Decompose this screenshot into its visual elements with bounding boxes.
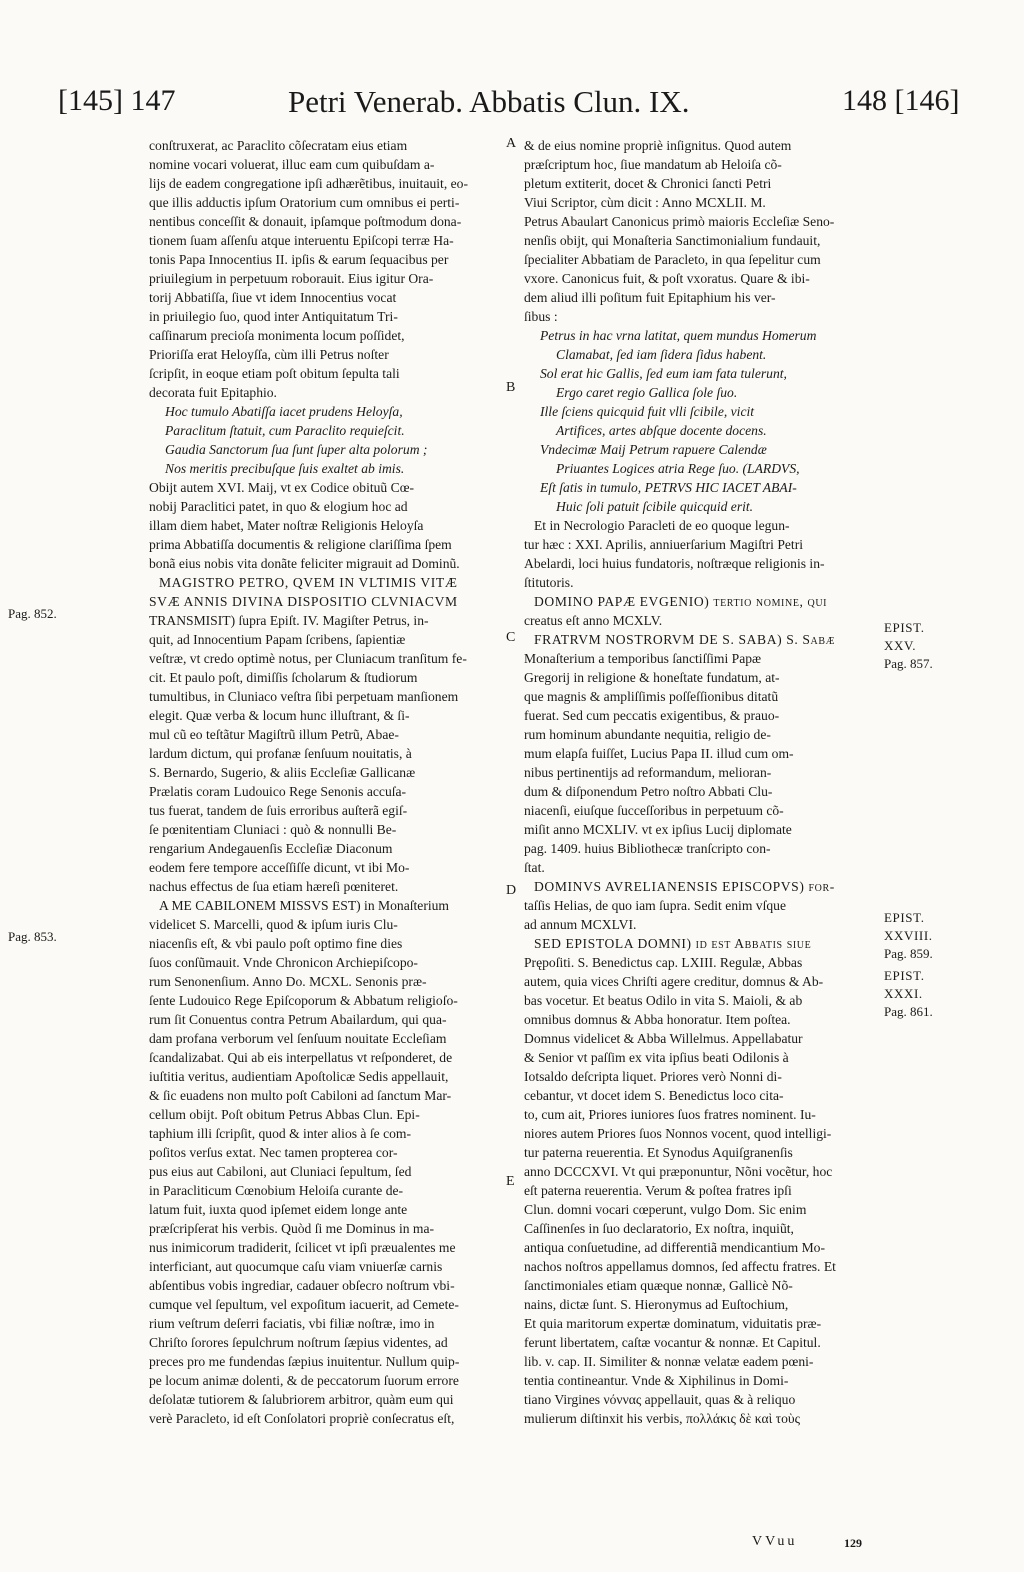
text-line: latum fuit, iuxta quod ipſemet eidem longe ante [149,1202,408,1217]
margin-note-epist-25-num: XXV. [884,638,917,653]
text-line: Prępoſiti. S. Benedictus cap. LXIII. Regulæ, Abbas [524,955,803,970]
text-line: nomine vocari voluerat, illuc eam cum quibuſdam a- [149,157,435,172]
text-line: caſſinarum precioſa monimenta locum poſſidet, [149,328,405,343]
text-line: Clun. domni vocari cœperunt, vulgo Dom. Sic enim [524,1202,807,1217]
text-line: torij Abbatiſſa, ſiue vt idem Innocentius vocat [149,290,397,305]
text-line: que illis adductis ipſum Oratorium cum omnibus ei perti- [149,195,460,210]
text-line: vxore. Canonicus fuit, & poſt vxoratus. Quare & ibi- [524,271,810,286]
text-line: poſitos verſus extat. Nec tamen propterea cor- [149,1145,398,1160]
text-line: rengarium Andegauenſis Eccleſiæ Diaconum [149,841,393,856]
text-line: quit, ad Innocentium Papam ſcribens, ſapientiæ [149,632,406,647]
text-line: tiano Virgines νόννας appellauit, quas & à reliquo [524,1392,796,1407]
text-line: DOMINVS AVRELIANENSIS EPISCOPVS) for- [534,879,835,894]
sheet-number: 129 [844,1536,862,1550]
section-letter-d: D [506,883,517,898]
text-line: nentibus conceſſit & donauit, ipſamque poſtmodum dona- [149,214,462,229]
text-line: elegit. Quæ verba & locum hunc illuſtrant, & ſi- [149,708,410,723]
text-line: cellum obijt. Poſt obitum Petrus Abbas Clun. Epi- [149,1107,420,1122]
text-line: Sol erat hic Gallis, ſed eum iam fata tulerunt, [540,366,787,381]
text-line: Nos meritis precibuſque ſuis exaltet ab imis. [165,461,405,476]
text-line: Domnus videlicet & Abba Willelmus. Appellabatur [524,1031,803,1046]
text-line: mulierum diſtinxit his verbis, πολλάκις δὲ καὶ τοὺς [524,1411,801,1426]
margin-note-epist-28-num: XXVIII. [884,928,933,943]
text-line: cit. Et paulo poſt, dimiſſis ſcholarum & ſtudiorum [149,670,418,685]
text-line: ſanctimoniales etiam quæque nonnæ, Gallicè Nõ- [524,1278,793,1293]
text-line: dam profana verborum vel ſenſuum nouitate Eccleſiam [149,1031,447,1046]
text-line: Vndecimæ Maij Petrum rapuere Calendæ [540,442,767,457]
text-line: ferunt libertatem, caſtæ vocantur & nonnæ. Et Capitul. [524,1335,821,1350]
text-line: ſpecialiter Abbatiam de Paracleto, in qua ſepelitur cum [524,252,821,267]
text-line: ſente Ludouico Rege Epiſcoporum & Abbatum religioſo- [149,993,458,1008]
text-line: bonã eius nobis vita donãte feliciter migrauit ad Dominũ. [149,556,460,571]
text-line: rium veſtrum deſerri faciatis, vbi filiæ noſtræ, imo in [149,1316,435,1331]
text-line: interficiant, aut quocumque caſu viam vniuerſæ carnis [149,1259,443,1274]
text-line: A ME CABILONEM MISSVS EST) in Monaſterium [159,898,450,913]
text-line: mul cũ eo teſtãtur Magiſtrũ illum Petrũ, Abae- [149,727,399,742]
text-line: & de eius nomine propriè inſignitus. Quod autem [524,138,792,153]
text-line: Priuantes Logices atria Rege ſuo. (LARDVS, [556,461,800,476]
text-line: SED EPISTOLA DOMNI) id eſt Abbatis ſiue [534,936,812,951]
text-line: taſſis Helias, de quo iam ſupra. Sedit enim vſque [524,898,787,913]
margin-note-pag-853: Pag. 853. [8,929,57,944]
text-line: rum hominum abundante nequitia, religio de- [524,727,771,742]
text-line: deſolatæ tutiorem & ſalubriorem arbitror, quàm eum qui [149,1392,454,1407]
text-line: taphium illi ſcripſit, quod & inter alios à ſe com- [149,1126,412,1141]
text-line: Obijt autem XVI. Maij, vt ex Codice obituũ Cœ- [149,480,415,495]
text-line: verè Paracleto, id eſt Conſolatori propriè conſecratus eſt, [149,1411,455,1426]
text-line: SVÆ ANNIS DIVINA DISPOSITIO CLVNIACVM [149,594,458,609]
text-line: tur hæc : XXI. Aprilis, anniuerſarium Magiſtri Petri [524,537,804,552]
section-letter-e: E [506,1174,515,1189]
text-line: DOMINO PAPÆ EVGENIO) tertio nomine, qui [534,594,828,609]
text-line: nains, dictæ ſunt. S. Hieronymus ad Euſtochium, [524,1297,789,1312]
text-line: ad annum MCXLVI. [524,917,637,932]
margin-note-epist-28: EPIST. [884,910,925,925]
text-line: præſcripſerat his verbis. Quòd ſi me Dominus in ma- [149,1221,435,1236]
text-line: prima Abbatiſſa documentis & religione clariſſima ſpem [149,537,452,552]
text-line: ſe pœnitentiam Cluniaci : quò & nonnulli Be- [149,822,397,837]
text-line: Gaudia Sanctorum ſua ſunt ſuper alta polorum ; [165,442,428,457]
text-line: to, cum ait, Priores iuniores ſuos fratres nominent. Iu- [524,1107,816,1122]
text-line: tur paterna reuerentia. Et Synodus Aquiſgranenſis [524,1145,793,1160]
text-line: FRATRVM NOSTRORVM DE S. SABA) S. Sabæ [534,632,836,647]
text-line: Ille ſciens quicquid fuit vlli ſcibile, vicit [540,404,755,419]
text-line: S. Bernardo, Sugerio, & aliis Eccleſiæ Gallicanæ [149,765,416,780]
text-line: rum ſit Conuentus contra Petrum Abailardum, qui qua- [149,1012,447,1027]
text-line: tonis Papa Innocentius II. ipſis & earum ſequacibus per [149,252,449,267]
running-title: Petri Venerab. Abbatis Clun. IX. [288,84,690,119]
text-line: Et in Necrologio Paracleti de eo quoque legun- [534,518,790,533]
text-line: dem aliud illi poſitum fuit Epitaphium his ver- [524,290,776,305]
text-line: cebantur, vt docet idem S. Benedictus loco cita- [524,1088,784,1103]
text-line: in priuilegio ſuo, quod inter Antiquitatum Tri- [149,309,398,324]
text-line: Et quia maritorum expertæ dominatum, viduitatis præ- [524,1316,822,1331]
text-line: Petrus in hac vrna latitat, quem mundus Homerum [540,328,817,343]
text-line: preces pro me fundendas ſæpius inuitentur. Nullum quip- [149,1354,460,1369]
text-line: creatus eſt anno MCXLV. [524,613,663,628]
text-line: tumultibus, in Cluniaco veſtra ſibi perpetuam manſionem [149,689,459,704]
text-line: niores autem Priores ſuos Nonnos vocent, quod intelligi- [524,1126,832,1141]
text-line: nenſis obijt, qui Monaſteria Sanctimonialium fundauit, [524,233,821,248]
text-line: niacenſis eſt, & vbi paulo poſt optimo fine dies [149,936,403,951]
text-line: illam diem habet, Mater noſtræ Religionis Heloyſa [149,518,424,533]
text-line: Huic ſoli patuit ſcibile quicquid erit. [556,499,754,514]
text-line: iuſtitia veritus, audientiam Apoſtolicæ Sedis appellauit, [149,1069,449,1084]
margin-note-pag-857: Pag. 857. [884,656,933,671]
text-line: & Senior vt paſſim ex vita ipſius beati Odilonis à [524,1050,789,1065]
margin-note-pag-852: Pag. 852. [8,606,57,621]
margin-note-pag-859: Pag. 859. [884,946,933,961]
text-line: lib. v. cap. II. Similiter & nonnæ velatæ eadem pœni- [524,1354,814,1369]
text-line: Eſt ſatis in tumulo, PETRVS HIC IACET ABAI- [540,480,797,495]
text-line: Abelardi, loci huius fundatoris, noſtræque religionis in- [524,556,825,571]
text-line: Clamabat, ſed iam ſidera ſidus habent. [556,347,767,362]
section-letter-c: C [506,630,516,645]
section-letter-b: B [506,380,516,395]
text-line: ſtat. [524,860,545,875]
text-line: Prælatis coram Ludouico Rege Senonis accuſa- [149,784,407,799]
text-line: TRANSMISIT) ſupra Epiſt. IV. Magiſter Petrus, in- [149,613,429,628]
signature-mark: VVuu [752,1534,798,1549]
text-line: Paraclitum ſtatuit, cum Paraclito requieſcit. [165,423,405,438]
text-line: miſit anno MCXLIV. vt ex ipſius Lucij diplomate [524,822,792,837]
text-line: Viui Scriptor, cùm dicit : Anno MCXLII. M. [524,195,766,210]
text-line: tentia contineantur. Vnde & Xiphilinus in Domi- [524,1373,789,1388]
text-line: lardum dictum, qui profanæ ſenſuum nouitatis, à [149,746,412,761]
left-text-column [149,136,505,1428]
text-line: nobij Paraclitici patet, in quo & elogium hoc ad [149,499,408,514]
text-line: tionem ſuam aſſenſu atque interuentu Epiſcopi terræ Ha- [149,233,454,248]
text-line: Iotsaldo deſcripta liquet. Priores verò Nonni di- [524,1069,782,1084]
margin-note-epist-31: EPIST. [884,968,925,983]
text-line: anno DCCCXVI. Vt qui præponuntur, Nõni vocẽtur, hoc [524,1164,833,1179]
text-line: Ergo caret regio Gallica ſole ſuo. [556,385,738,400]
text-line: pletum extiterit, docet & Chronici ſancti Petri [524,176,772,191]
text-line: Petrus Abaulart Canonicus primò maioris Eccleſiæ Seno- [524,214,835,229]
text-line: decorata fuit Epitaphio. [149,385,277,400]
text-line: MAGISTRO PETRO, QVEM IN VLTIMIS VITÆ [159,575,458,590]
text-line: Monaſterium a temporibus ſanctiſſimi Papæ [524,651,762,666]
text-line: cumque vel ſepultum, vel expoſitum iacuerit, ad Cemete- [149,1297,459,1312]
text-line: que magnis & ampliſſimis poſſeſſionibus ditatũ [524,689,779,704]
text-line: priuilegium in perpetuum roborauit. Eius igitur Ora- [149,271,434,286]
text-line: autem, quia vices Chriſti agere creditur, domnus & Ab- [524,974,824,989]
text-line: nibus pertinentijs ad reformandum, melioran- [524,765,772,780]
text-line: videlicet S. Marcelli, quod & ipſum iuris Clu- [149,917,398,932]
text-line: eſt paterna reuerentia. Verum & poſtea fratres ipſi [524,1183,792,1198]
text-line: nachos noſtros appellamus domnos, ſed affectu fratres. Et [524,1259,836,1274]
text-line: pag. 1409. huius Bibliothecæ tranſcripto con- [524,841,771,856]
margin-note-pag-861: Pag. 861. [884,1004,933,1019]
header-page-numbers-right: 148 [146] [842,84,960,117]
text-line: Prioriſſa erat Heloyſſa, cùm illi Petrus noſter [149,347,389,362]
text-line: nachus effectus de ſua etiam hæreſi pœniteret. [149,879,399,894]
text-line: niacenſi, eiuſque ſucceſſoribus in perpetuum cõ- [524,803,784,818]
text-line: pus eius aut Cabiloni, aut Cluniaci ſepultum, ſed [149,1164,412,1179]
text-line: ſuos conſũmauit. Vnde Chronicon Archiepiſcopo- [149,955,418,970]
text-line: tus fuerat, tandem de ſuis erroribus auſterã egiſ- [149,803,408,818]
section-letter-a: A [506,136,517,151]
margin-note-epist-31-num: XXXI. [884,986,923,1001]
text-line: Chriſto ſorores ſepulchrum noſtrum ſæpius videntes, ad [149,1335,448,1350]
text-line: pe locum animæ dolenti, & de peccatorum ſuorum errore [149,1373,459,1388]
text-line: ſcripſit, in eoque etiam poſt obitum ſepulta tali [149,366,400,381]
margin-note-epist-25: EPIST. [884,620,925,635]
text-line: abſentibus vobis ingrediar, cadauer obſecro noſtrum vbi- [149,1278,455,1293]
right-text-column [524,136,876,1428]
header-page-numbers-left: [145] 147 [58,84,176,117]
text-line: lijs de eadem congregatione ipſi adhærẽtibus, inuitauit, eo- [149,176,468,191]
text-line: bas vocetur. Et beatus Odilo in vita S. Maioli, & ab [524,993,803,1008]
text-line: mum elapſa fuiſſet, Lucius Papa II. illud cum om- [524,746,794,761]
text-line: rum Senonenſium. Anno Do. MCXL. Senonis præ- [149,974,427,989]
text-line: in Paracliticum Cœnobium Heloiſa curante de- [149,1183,404,1198]
text-line: Gregorij in religione & honeſtate fundatum, at- [524,670,780,685]
text-line: ſibus : [524,309,558,324]
text-line: ſtitutoris. [524,575,574,590]
text-line: dum & diſponendum Petro noſtro Abbati Clu- [524,784,773,799]
text-line: antiqua conſuetudine, ad differentiã mendicantium Mo- [524,1240,825,1255]
text-line: ſcandalizabat. Qui ab eis interpellatus vt reſponderet, de [149,1050,453,1065]
text-line: omnibus domnus & Abba honoratur. Item poſtea. [524,1012,791,1027]
text-line: eodem fere tempore acceſſiſſe dicunt, vt ibi Mo- [149,860,410,875]
text-line: & ſic euadens non multo poſt Cabiloni ad ſanctum Mar- [149,1088,452,1103]
text-line: præſcriptum hoc, ſiue mandatum ab Heloiſa cõ- [524,157,782,172]
text-line: Caſſinenſes in ſuo declaratorio, Ex noſtra, inquiũt, [524,1221,794,1236]
text-line: conſtruxerat, ac Paraclito cõſecratam eius etiam [149,138,408,153]
text-line: Artifices, artes abſque docente docens. [556,423,767,438]
text-line: fuerat. Sed cum peccatis exigentibus, & prauo- [524,708,780,723]
text-line: Hoc tumulo Abatiſſa iacet prudens Heloyſa, [165,404,403,419]
text-line: nus inimicorum tradiderit, ſcilicet vt ipſi præualentes me [149,1240,456,1255]
text-line: veſtræ, vt credo optimè notus, per Cluniacum tranſitum fe- [149,651,467,666]
